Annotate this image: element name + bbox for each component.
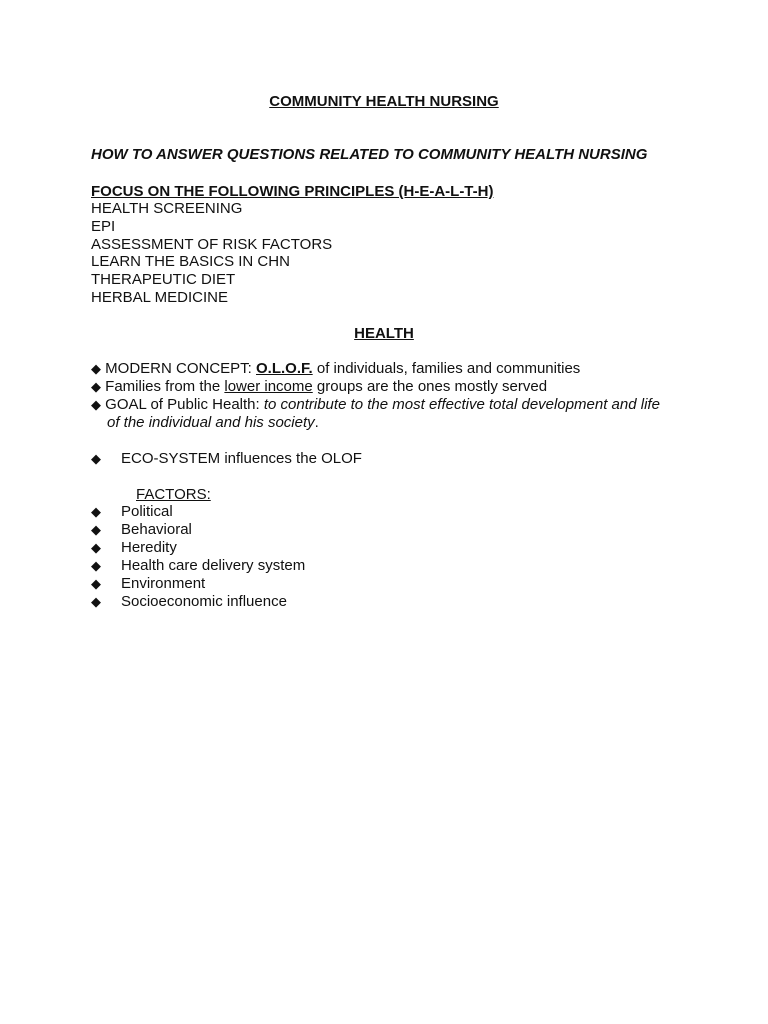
- bullet-goal-continuation: of the individual and his society.: [107, 414, 319, 431]
- ecosystem-line: ECO-SYSTEM influences the OLOF: [121, 450, 362, 467]
- diamond-bullet-icon: ◆: [91, 397, 101, 412]
- factor-item: Environment: [121, 575, 206, 592]
- document-subtitle: HOW TO ANSWER QUESTIONS RELATED TO COMMUNITY HEALTH NURSING: [91, 146, 648, 163]
- diamond-bullet-icon: ◆: [91, 594, 101, 609]
- diamond-bullet-icon: ◆: [91, 504, 101, 519]
- olof-term: O.L.O.F.: [256, 360, 313, 377]
- factor-item: Health care delivery system: [121, 557, 306, 574]
- principle-item: THERAPEUTIC DIET: [91, 271, 236, 288]
- factor-item: Political: [121, 503, 173, 520]
- factor-item: Heredity: [121, 539, 177, 556]
- diamond-bullet-icon: ◆: [91, 540, 101, 555]
- lower-income-term: lower income: [224, 378, 313, 395]
- factors-heading: FACTORS:: [136, 486, 211, 503]
- diamond-bullet-icon: ◆: [91, 558, 101, 573]
- focus-heading: FOCUS ON THE FOLLOWING PRINCIPLES (H-E-A-L-T-H): [91, 183, 494, 200]
- bullet-modern-concept: ◆ MODERN CONCEPT: O.L.O.F. of individuals, families and communities: [91, 360, 581, 377]
- principle-item: LEARN THE BASICS IN CHN: [91, 253, 290, 270]
- factor-item: Behavioral: [121, 521, 192, 538]
- principle-item: HERBAL MEDICINE: [91, 289, 228, 306]
- principle-item: EPI: [91, 218, 116, 235]
- diamond-bullet-icon: ◆: [91, 451, 101, 466]
- diamond-bullet-icon: ◆: [91, 576, 101, 591]
- principle-item: HEALTH SCREENING: [91, 200, 243, 217]
- diamond-bullet-icon: ◆: [91, 379, 101, 394]
- diamond-bullet-icon: ◆: [91, 522, 101, 537]
- bullet-goal: ◆ GOAL of Public Health: to contribute to the most effective total development and life: [91, 396, 660, 413]
- section-heading-health: HEALTH: [354, 325, 414, 342]
- document-title: COMMUNITY HEALTH NURSING: [269, 93, 499, 110]
- bullet-families: ◆ Families from the lower income groups are the ones mostly served: [91, 378, 548, 395]
- diamond-bullet-icon: ◆: [91, 361, 101, 376]
- factor-item: Socioeconomic influence: [121, 593, 287, 610]
- principle-item: ASSESSMENT OF RISK FACTORS: [91, 236, 333, 253]
